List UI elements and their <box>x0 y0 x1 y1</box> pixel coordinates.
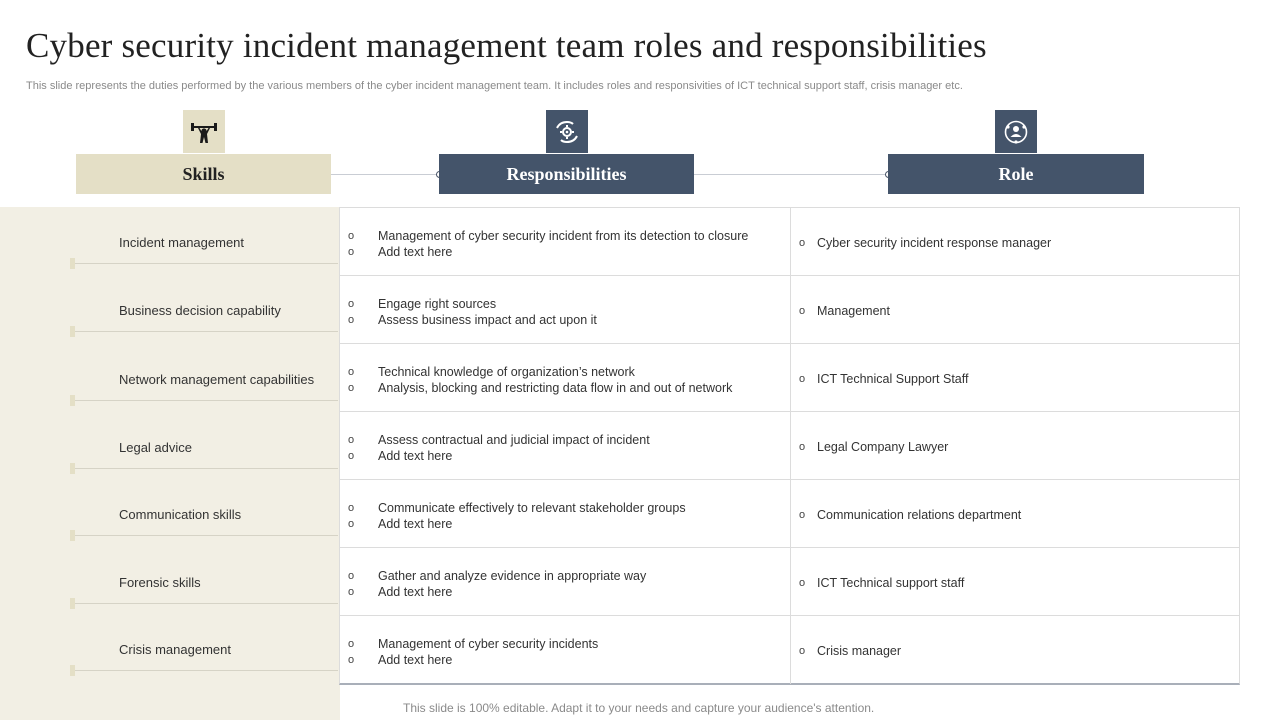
responsibility-cell <box>348 228 788 260</box>
role-text: ICT Technical Support Staff <box>817 372 969 386</box>
responsibility-text: Add text here <box>378 449 453 463</box>
skill-marker <box>70 326 75 337</box>
skill-marker <box>70 665 75 676</box>
bullet: o <box>348 298 355 310</box>
skill-item <box>70 642 338 662</box>
responsibilities-header: Responsibilities <box>439 154 694 194</box>
responsibility-text: Assess contractual and judicial impact of incident <box>378 433 650 447</box>
role-cell <box>799 575 1229 591</box>
responsibility-cell <box>348 432 788 464</box>
responsibility-text: Gather and analyze evidence in appropriate way <box>378 569 647 583</box>
responsibility-item <box>348 296 788 312</box>
skill-divider <box>70 603 338 604</box>
bullet: o <box>799 237 806 249</box>
skill-label: Network management capabilities <box>119 372 315 387</box>
skill-divider <box>70 535 338 536</box>
responsibility-text: Add text here <box>378 585 453 599</box>
bullet: o <box>348 366 355 378</box>
hands-gear-icon <box>554 119 580 145</box>
responsibility-text: Communicate effectively to relevant stakeholder groups <box>378 501 686 515</box>
table-row <box>340 412 1239 480</box>
responsibility-item <box>348 312 788 328</box>
bullet: o <box>348 314 355 326</box>
column-divider <box>790 616 791 684</box>
bullet: o <box>799 645 806 657</box>
column-divider <box>790 344 791 411</box>
team-circle-icon <box>1003 119 1029 145</box>
column-divider <box>790 412 791 479</box>
skill-divider <box>70 263 338 264</box>
responsibility-text: Technical knowledge of organization’s network <box>378 365 635 379</box>
page-title: Cyber security incident management team roles and responsibilities <box>26 26 987 65</box>
responsibility-text: Engage right sources <box>378 297 497 311</box>
bullet: o <box>348 638 355 650</box>
responsibility-text: Add text here <box>378 653 453 667</box>
skill-label: Business decision capability <box>119 303 281 318</box>
role-cell <box>799 439 1229 455</box>
responsibilities-icon-box <box>546 110 588 153</box>
role-text: Crisis manager <box>817 644 902 658</box>
skills-header: Skills <box>76 154 331 194</box>
header-connector <box>331 174 439 175</box>
skills-icon-box <box>183 110 225 153</box>
responsibility-cell <box>348 364 788 396</box>
skill-item <box>70 440 338 460</box>
responsibility-item <box>348 652 788 668</box>
skill-divider <box>70 670 338 671</box>
responsibility-item <box>348 228 788 244</box>
bullet: o <box>348 230 355 242</box>
bullet: o <box>348 382 355 394</box>
responsibility-cell <box>348 296 788 328</box>
column-divider <box>790 548 791 615</box>
skill-marker <box>70 395 75 406</box>
skill-item <box>70 303 338 323</box>
responsibility-cell <box>348 500 788 532</box>
table-row <box>340 480 1239 548</box>
skill-label: Forensic skills <box>119 575 201 590</box>
bullet: o <box>348 518 355 530</box>
role-cell <box>799 643 1229 659</box>
bullet: o <box>799 577 806 589</box>
responsibility-item <box>348 568 788 584</box>
responsibility-text: Management of cyber security incidents <box>378 637 599 651</box>
bullet: o <box>348 502 355 514</box>
skill-label: Crisis management <box>119 642 231 657</box>
skill-label: Legal advice <box>119 440 192 455</box>
role-text: ICT Technical support staff <box>817 576 965 590</box>
role-icon-box <box>995 110 1037 153</box>
table-row <box>340 616 1239 684</box>
responsibility-text: Add text here <box>378 517 453 531</box>
responsibility-item <box>348 636 788 652</box>
responsibility-item <box>348 432 788 448</box>
table-row <box>340 548 1239 616</box>
skill-label: Incident management <box>119 235 245 250</box>
role-cell <box>799 303 1229 319</box>
responsibility-item <box>348 500 788 516</box>
responsibility-text: Analysis, blocking and restricting data flow in and out of network <box>378 381 733 395</box>
skill-marker <box>70 598 75 609</box>
skill-marker <box>70 463 75 474</box>
skill-marker <box>70 530 75 541</box>
bullet: o <box>348 570 355 582</box>
responsibility-text: Assess business impact and act upon it <box>378 313 597 327</box>
role-cell <box>799 371 1229 387</box>
skill-item <box>70 372 338 392</box>
skill-divider <box>70 468 338 469</box>
bullet: o <box>348 434 355 446</box>
responsibility-item <box>348 244 788 260</box>
skill-label: Communication skills <box>119 507 242 522</box>
responsibility-item <box>348 364 788 380</box>
responsibility-text: Add text here <box>378 245 453 259</box>
skill-divider <box>70 400 338 401</box>
skill-item <box>70 235 338 255</box>
responsibility-item <box>348 516 788 532</box>
column-divider <box>790 480 791 547</box>
responsibility-cell <box>348 636 788 668</box>
column-divider <box>790 276 791 343</box>
bullet: o <box>799 305 806 317</box>
weightlifter-icon <box>190 120 218 144</box>
table-row <box>340 208 1239 276</box>
skill-item <box>70 575 338 595</box>
table-row <box>340 344 1239 412</box>
table-row <box>340 276 1239 344</box>
bullet: o <box>348 450 355 462</box>
responsibility-item <box>348 380 788 396</box>
bullet: o <box>799 441 806 453</box>
bullet: o <box>348 654 355 666</box>
bullet: o <box>799 373 806 385</box>
skill-divider <box>70 331 338 332</box>
role-text: Cyber security incident response manager <box>817 236 1052 250</box>
role-text: Legal Company Lawyer <box>817 440 949 454</box>
header-connector <box>694 174 888 175</box>
responsibility-item <box>348 584 788 600</box>
page-subtitle: This slide represents the duties performed by the various members of the cyber incident management team. It includes roles and responsivities of ICT technical support staff, crisis manager etc. <box>26 80 963 92</box>
responsibility-cell <box>348 568 788 600</box>
skill-item <box>70 507 338 527</box>
bullet: o <box>348 246 355 258</box>
responsibility-text: Management of cyber security incident from its detection to closure <box>378 229 749 243</box>
footer-note: This slide is 100% editable. Adapt it to your needs and capture your audience's attention. <box>403 701 875 715</box>
skill-marker <box>70 258 75 269</box>
role-cell <box>799 235 1229 251</box>
role-text: Communication relations department <box>817 508 1022 522</box>
responsibilities-table <box>339 207 1240 685</box>
bullet: o <box>799 509 806 521</box>
role-header: Role <box>888 154 1144 194</box>
role-text: Management <box>817 304 890 318</box>
responsibility-item <box>348 448 788 464</box>
role-cell <box>799 507 1229 523</box>
column-divider <box>790 208 791 275</box>
bullet: o <box>348 586 355 598</box>
